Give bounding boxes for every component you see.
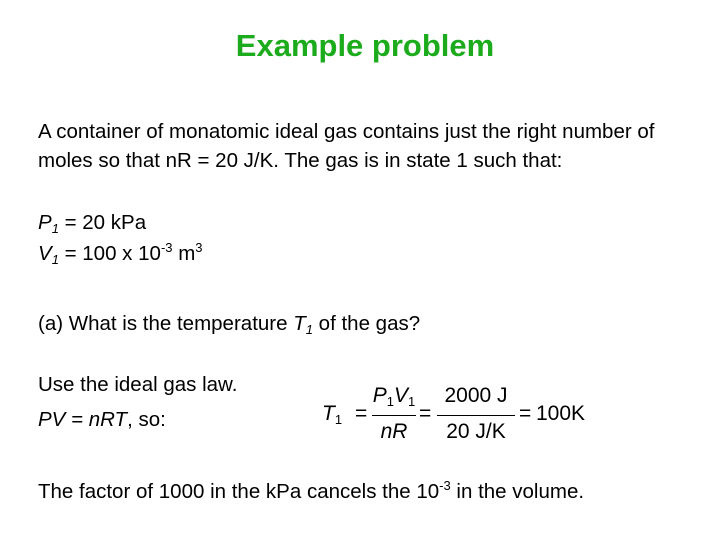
gas-law-suffix: , so: [127,408,166,431]
volume-value: = 100 x 10 [58,242,161,265]
pressure-symbol: P [38,211,52,234]
question-prefix: (a) What is the temperature [38,312,294,335]
question-variable: T [293,312,306,335]
fraction-bar-1 [372,415,416,416]
method-line: Use the ideal gas law. [38,373,238,396]
numerator-p: P [372,384,387,407]
numerator-v: V [394,384,409,407]
question-a [38,309,420,338]
volume-line [38,239,203,268]
denominator-1-text: nR [380,420,408,443]
gas-law: PV = nRT [38,408,128,431]
numerator-1 [372,384,416,408]
problem-statement: A container of monatomic ideal gas contains just the right number of moles so that nR = 20 J/K. The gas is in state 1 such that: [38,120,655,172]
conclusion-exponent: -3 [439,478,451,493]
volume-exponent: -3 [160,240,173,255]
equals-sign-2: = [419,402,432,425]
conclusion-prefix: The factor of 1000 in the kPa cancels the 10 [38,480,440,503]
pressure-subscript: 1 [51,221,59,236]
denominator-2: 20 J/K [446,420,506,443]
volume-subscript: 1 [51,252,59,267]
numerator-p-subscript: 1 [386,394,394,409]
fraction-bar-2 [437,415,515,416]
equals-sign-3: = [519,402,532,425]
equals-sign-1: = [355,402,368,425]
question-subscript: 1 [305,322,313,337]
volume-unit-exponent: 3 [195,240,203,255]
lhs-symbol: T [322,402,335,425]
conclusion-line [38,477,584,506]
question-suffix: of the gas? [312,312,421,335]
pressure-line [38,208,146,237]
denominator-1 [372,420,416,444]
equation-result: 100K [536,402,586,425]
numerator-v-subscript: 1 [408,394,416,409]
gas-law-line [38,405,166,434]
numerator-2: 2000 J [444,384,508,407]
equation-lhs [322,402,342,426]
conclusion-suffix: in the volume. [450,480,585,503]
volume-unit: m [172,242,196,265]
pressure-value: = 20 kPa [58,211,147,234]
lhs-subscript: 1 [334,412,343,427]
slide-title: Example problem [235,28,495,63]
volume-symbol: V [38,242,52,265]
